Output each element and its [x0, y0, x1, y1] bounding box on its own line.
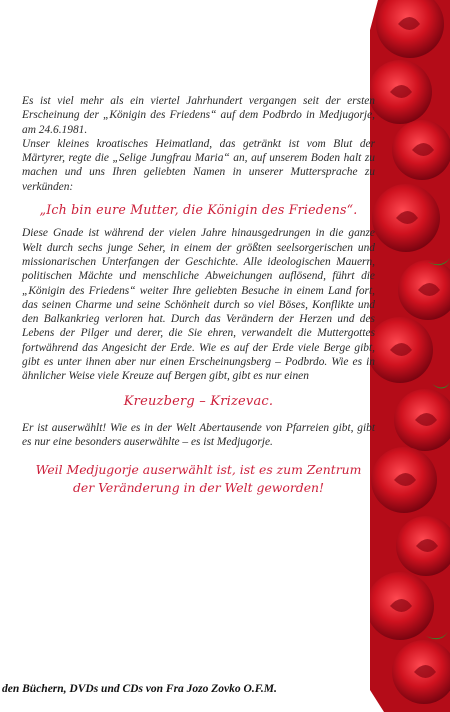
closing-line-1: Weil Medjugorje auserwählt ist, ist es zum Zentrum: [35, 461, 362, 477]
body-paragraph-1: Diese Gnade ist während der vielen Jahre hinausgedrungen in die ganze Welt durch sechs junge Seher, in einem der größten seelsorgerischen und missionarischen Unterfangen der Geschichte. Alle ideologischen Mauern, politischen Mächte und menschliche Abweichungen auflösend, führt die „Königin des Friedens“ weiter Ihre geliebten Besuche in einem Land fort, das seinen Charme und seine Schönheit durch so viel Böses, Konflikte und den Balkankrieg verloren hat. Durch das Verändern der Herzen und des Lebens der Pilger und derer, die Sie ehren, verwandelt die Muttergottes fortwährend das Angesicht der Erde. Wie es auf der Erde viele Berge gibt, gibt es unter ihnen aber nur einen Erscheinungsberg – Podbrdo. Wie es in ähnlicher Weise viele Kreuze auf Bergen gibt, gibt es nur einen: [22, 227, 375, 383]
intro-paragraph-1: Es ist viel mehr als ein viertel Jahrhundert vergangen seit der ersten Erscheinung der „Königin des Friedens“ auf dem Podbrdo in Medjugorje, am 24.6.1981.: [22, 95, 375, 136]
roses-border-image: [370, 0, 450, 712]
quote-kreuzberg: Kreuzberg – Krizevac.: [123, 393, 274, 409]
body-paragraph-2: Er ist auserwählt! Wie es in der Welt Abertausende von Pfarreien gibt, gibt es nur eine besonders auserwählte – es ist Medjugorje.: [22, 421, 375, 449]
intro-paragraph-2: Unser kleines kroatisches Heimatland, das getränkt ist vom Blut der Märtyrer, regte die „Selige Jungfrau Maria“ an, auf unserem Boden halt zu machen und uns Ihren geliebten Namen in unserer Muttersprache zu verkünden:: [22, 137, 375, 193]
closing-statement: [22, 461, 375, 497]
quote-queen-of-peace: „Ich bin eure Mutter, die Königin des Friedens“.: [39, 202, 358, 218]
closing-line-2: der Veränderung in der Welt geworden!: [73, 479, 324, 495]
source-footer: den Büchern, DVDs und CDs von Fra Jozo Zovko O.F.M.: [2, 683, 277, 695]
roses-graphic: [370, 0, 450, 712]
main-text-column: [22, 94, 375, 497]
